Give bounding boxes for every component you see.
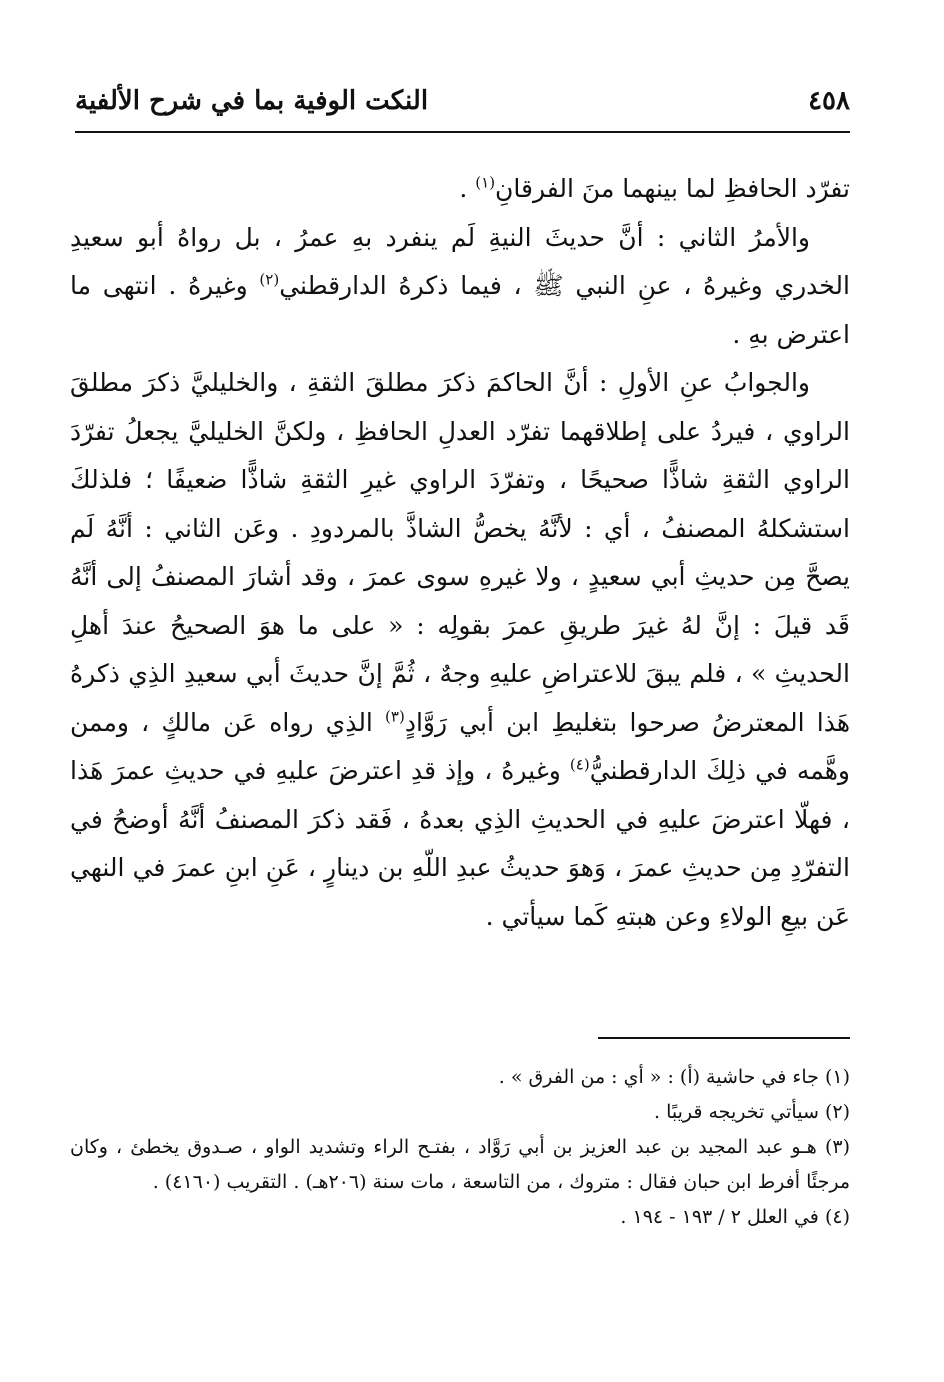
- footnote-text: جاء في حاشية (أ) : « أي : من الفرق » .: [498, 1066, 819, 1088]
- footnote-number: (١): [824, 1066, 850, 1088]
- paragraph-2-text-a: والأمرُ الثاني : أنَّ حديثَ النيةِ لَم ينفرد بهِ عمرُ ، بل رواهُ أبو سعيدِ الخدري وغيرهُ ، عنِ النبي ﷺ ، فيما ذكرهُ الدارقطني: [70, 222, 850, 300]
- footnote-2: [70, 1095, 850, 1130]
- footnote-text: هـو عبد المجيد بن عبد العزيز بن أبي رَوَّاد ، بفتـح الراء وتشديد الواو ، صـدوق يخطئ ، وكان مرجئًا أفرط ابن حبان فقال : متروك ، من التاسعة ، مات سنة (٢٠٦هـ) . التقريب (٤١٦٠) .: [70, 1136, 850, 1193]
- footnote-4: [70, 1200, 850, 1235]
- footnote-text: في العلل ٢ / ١٩٣ - ١٩٤ .: [620, 1206, 819, 1228]
- page-number: ٤٥٨: [808, 86, 850, 116]
- footnotes: [70, 1060, 850, 1235]
- running-title: النكت الوفية بما في شرح الألفية: [75, 86, 429, 116]
- paragraph-3: [70, 359, 850, 941]
- main-text: [70, 165, 850, 941]
- paragraph-1: [70, 165, 850, 214]
- paragraph-2-text-b: وغيرهُ . انتهى ما اعترض بهِ .: [70, 271, 850, 349]
- footnote-ref-2: (٢): [259, 270, 280, 289]
- paragraph-3-text-a: والجوابُ عنِ الأولِ : أنَّ الحاكمَ ذكرَ مطلقَ الثقةِ ، والخليليَّ ذكرَ مطلقَ الراوي ، فيردُ على إطلاقهما تفرّد العدلِ الحافظِ ، ولكنَّ الخليليَّ يجعلُ تفرّدَ الراوي الثقةِ شاذًّا صحيحًا ، وتفرّدَ الراوي غيرِ الثقةِ شاذًّا ضعيفًا ؛ فلذلكَ استشكلهُ المصنفُ ، أي : لأنَّهُ يخصُّ الشاذَّ بالمردودِ . وعَن الثاني : أنَّهُ لَم يصحَّ مِن حديثِ أبي سعيدٍ ، ولا غيرهِ سوى عمرَ ، وقد أشارَ المصنفُ إلى أنَّهُ قَد قيلَ : إنَّ لهُ غيرَ طريقِ عمرَ بقولِه : « على ما هوَ الصحيحُ عندَ أهلِ الحديثِ » ، فلم يبقَ للاعتراضِ عليهِ وجهٌ ، ثُمَّ إنَّ حديثَ أبي سعيدِ الذِي ذكرهُ هَذا المعترضُ صرحوا بتغليطِ ابن أبي رَوَّادٍ: [70, 368, 850, 737]
- running-header: [75, 80, 850, 130]
- footnote-ref-1: (١): [475, 173, 496, 192]
- paragraph-2: [70, 214, 850, 360]
- footnote-ref-4: (٤): [569, 755, 590, 774]
- footnote-number: (٢): [824, 1101, 850, 1123]
- footnote-ref-3: (٣): [385, 707, 405, 726]
- footnote-number: (٣): [824, 1136, 850, 1158]
- footnote-3: [70, 1130, 850, 1200]
- footnote-number: (٤): [824, 1206, 850, 1228]
- footnote-text: سيأتي تخريجه قريبًا .: [654, 1101, 819, 1123]
- footnote-divider: [598, 1037, 850, 1039]
- paragraph-1-text: تفرّد الحافظِ لما بينهما منَ الفرقانِ: [495, 174, 850, 203]
- footnote-1: [70, 1060, 850, 1095]
- header-divider: [75, 131, 850, 133]
- paragraph-1-end: .: [459, 174, 476, 203]
- paragraph-3-text-b: الذِي رواه عَن مالكٍ ، وممن وهَّمه في ذلِكَ الدارقطنيُّ: [70, 707, 851, 785]
- paragraph-3-text-c: وغيرهُ ، وإذ قدِ اعترضَ عليهِ في حديثِ عمرَ هَذا ، فهلّا اعترضَ عليهِ في الحديثِ الذِي بعدهُ ، فَقد ذكرَ المصنفُ أنَّهُ أوضحُ في التفرّدِ مِن حديثِ عمرَ ، وَهوَ حديثُ عبدِ اللّهِ بن دينارٍ ، عَنِ ابنِ عمرَ في النهي عَن بيعِ الولاءِ وعن هبتهِ كَما سيأتي .: [70, 756, 850, 931]
